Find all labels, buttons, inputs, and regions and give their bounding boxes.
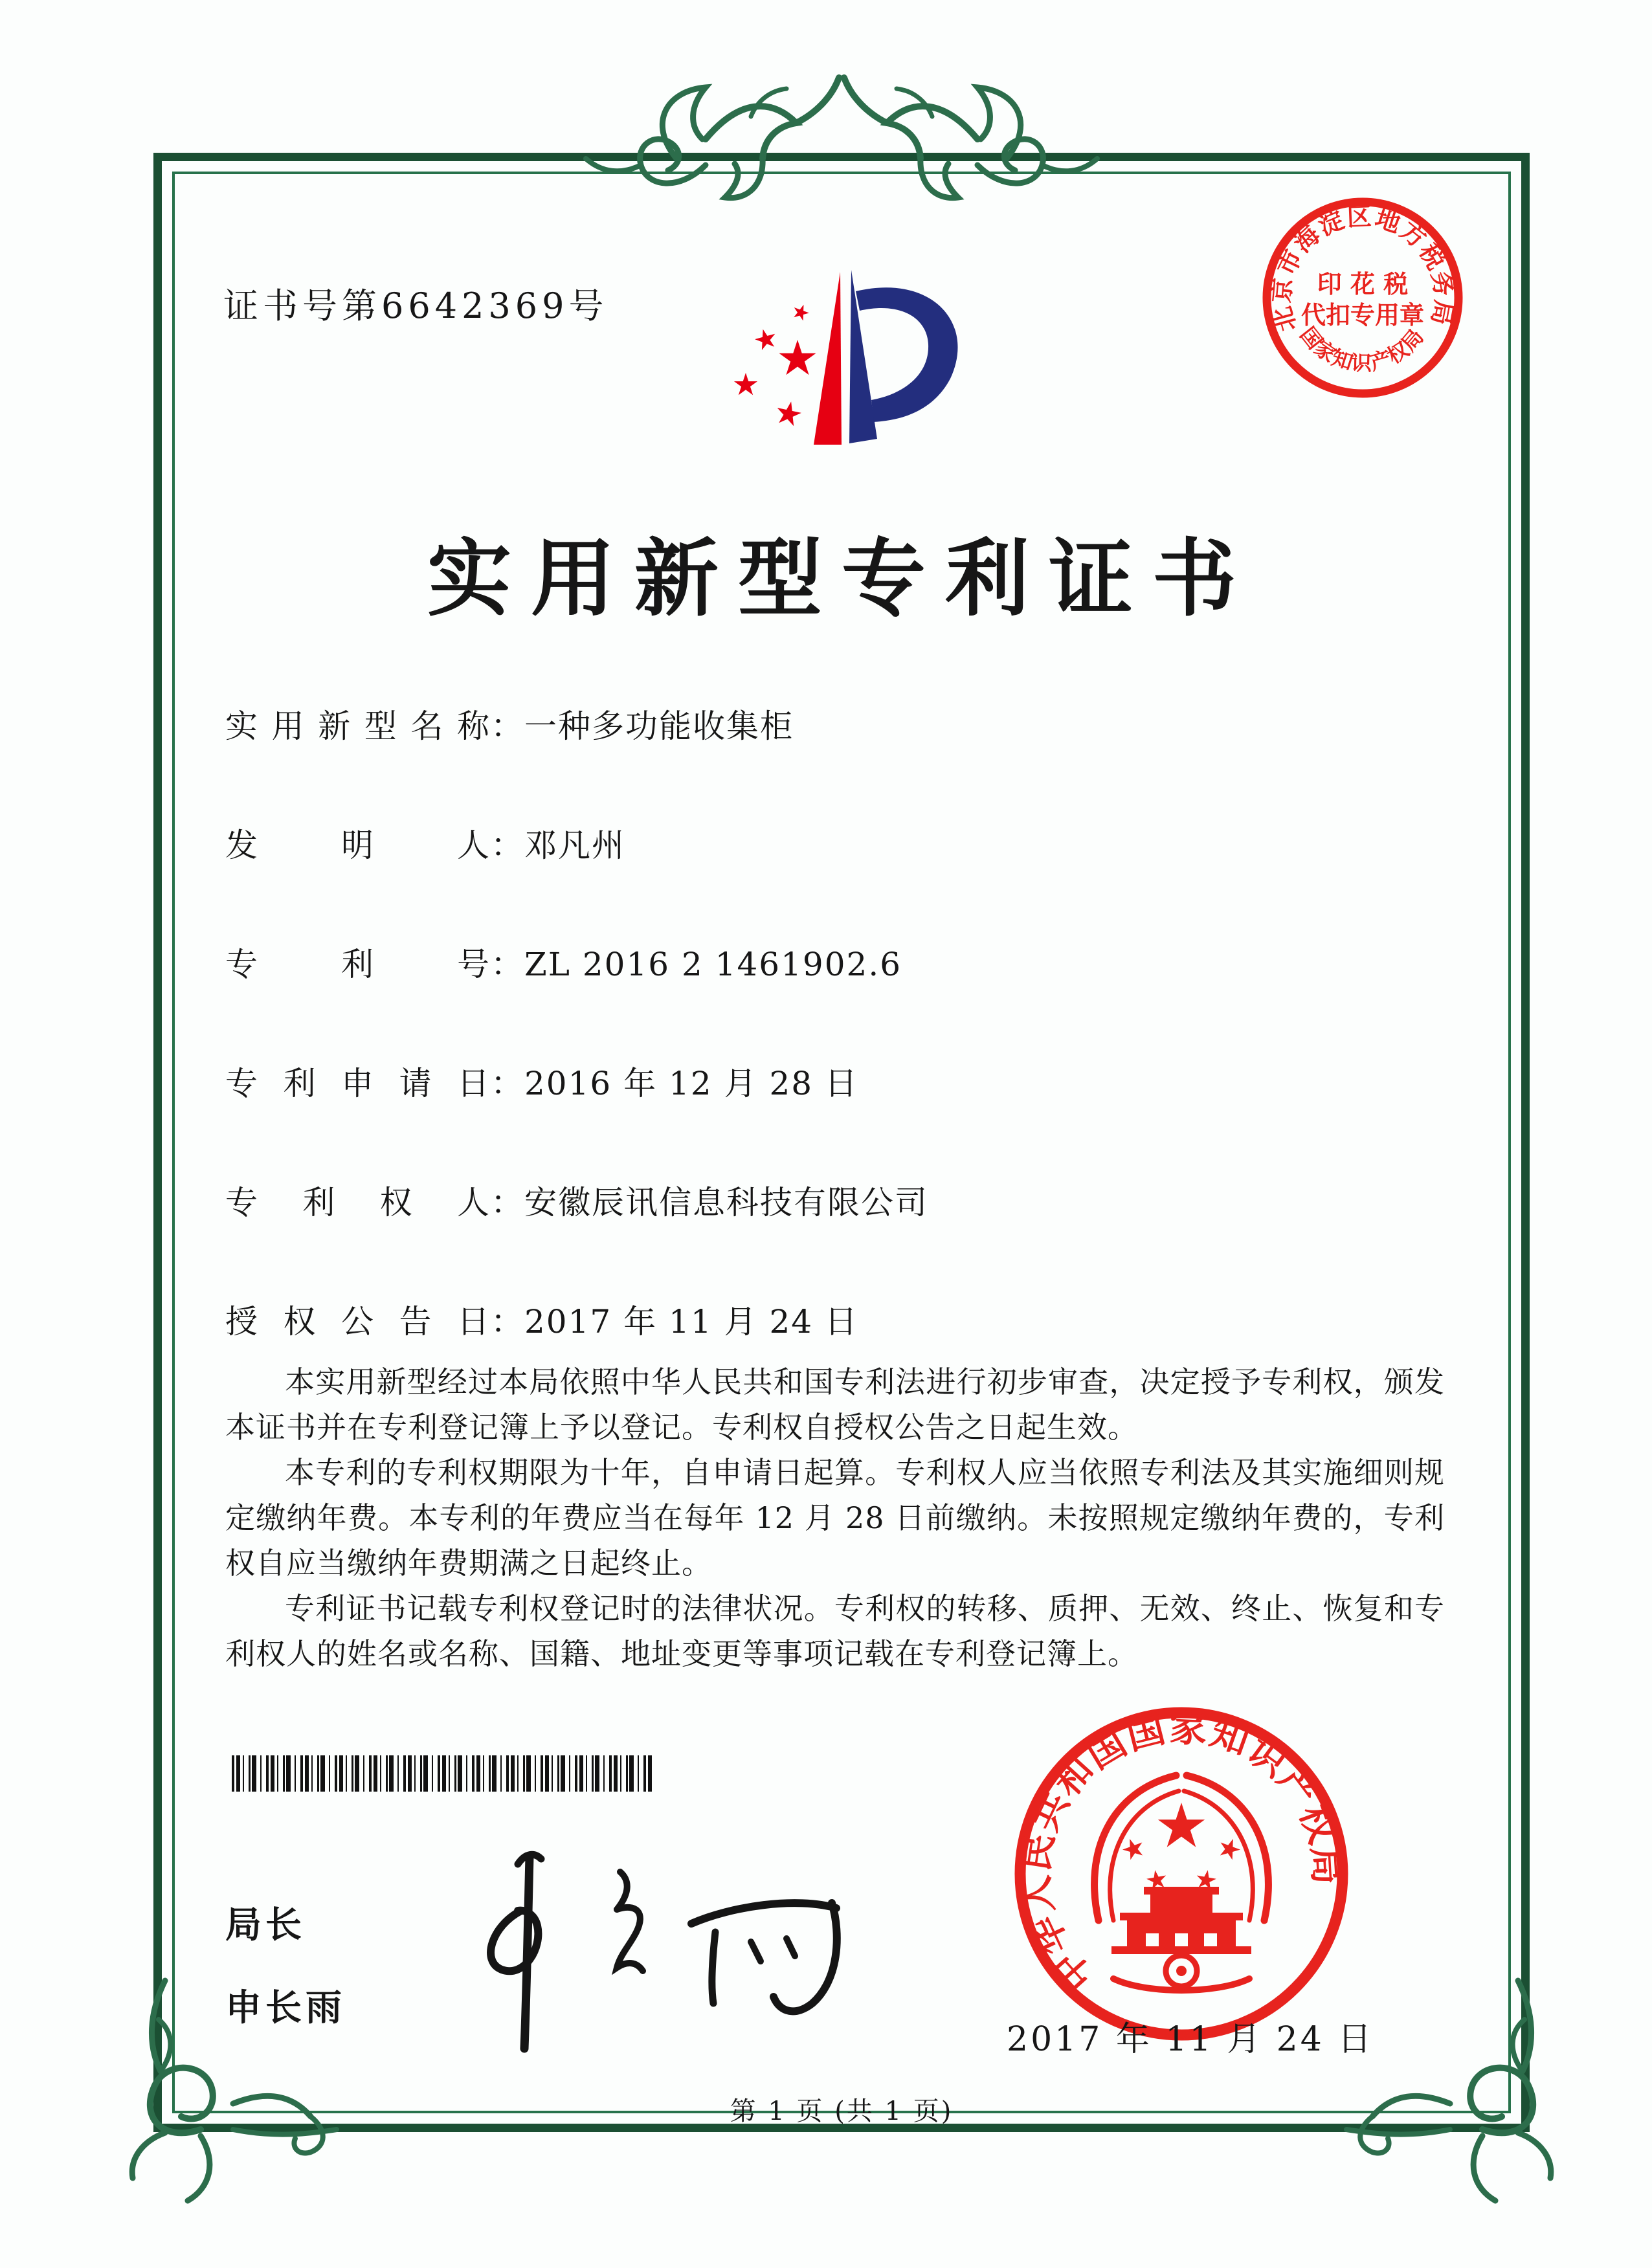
tax-stamp-seal (1259, 194, 1466, 401)
cnipa-logo-icon (686, 246, 997, 492)
director-signature (453, 1838, 874, 2071)
field-colon: ： (491, 1303, 524, 1340)
legal-paragraph: 本实用新型经过本局依照中华人民共和国专利法进行初步审查，决定授予专利权，颁发本证书并在专利登记簿上予以登记。专利权自授权公告之日起生效。 (225, 1364, 1445, 1445)
tax-stamp-top-text: 北京市海淀区地方税务局 (1266, 201, 1460, 335)
field-colon: ： (491, 946, 524, 983)
tax-stamp-center-line2: 代扣专用章 (1300, 300, 1425, 329)
national-emblem-icon (1095, 1775, 1269, 1990)
director-title-label: 局长 (225, 1904, 306, 1946)
field-value: 2016 年 12 月 28 日 (524, 1065, 858, 1102)
tax-stamp-center-line1: 印 花 税 (1317, 269, 1409, 298)
page-number: 第 1 页 (共 1 页) (730, 2096, 954, 2126)
seal-ring-text: 中华人民共和国国家知识产权局 (1012, 1705, 1350, 2000)
field-label: 发明人 (225, 827, 491, 864)
field-label: 专利号 (225, 946, 491, 983)
field-patent-number (225, 939, 902, 985)
field-label: 实用新型名称 (225, 707, 491, 745)
field-value: ZL 2016 2 1461902.6 (524, 946, 902, 983)
field-colon: ： (491, 707, 524, 745)
certificate-title: 实用新型专利证书 (427, 529, 1256, 628)
field-label: 专利申请日 (225, 1065, 491, 1102)
legal-text-block (225, 1359, 1445, 1676)
field-grant-date (225, 1296, 858, 1342)
certificate-number: 证书号第6642369号 (223, 285, 608, 326)
field-label: 授权公告日 (225, 1303, 491, 1340)
field-inventor (225, 819, 625, 866)
field-value: 邓凡州 (524, 827, 625, 864)
svg-text:国家知识产权局 (1295, 322, 1429, 375)
dragon-scroll-ornament-icon (557, 61, 1126, 223)
field-colon: ： (491, 827, 524, 864)
director-name: 申长雨 (225, 1987, 346, 2029)
cnipa-official-seal (1000, 1693, 1363, 2055)
legal-paragraph: 本专利的专利权期限为十年，自申请日起算。专利权人应当依照专利法及其实施细则规定缴纳年费。本专利的年费应当在每年 12 月 28 日前缴纳。未按照规定缴纳年费的，专利权自应当缴纳年费期满之日起终止。 (225, 1455, 1445, 1581)
tax-stamp-bottom-text: 国家知识产权局 (1295, 322, 1429, 376)
field-patentee (225, 1177, 928, 1223)
seal-date: 2017 年 11 月 24 日 (1007, 2020, 1374, 2059)
field-value: 2017 年 11 月 24 日 (524, 1303, 858, 1340)
field-value: 安徽辰讯信息科技有限公司 (524, 1184, 928, 1221)
field-colon: ： (491, 1065, 524, 1102)
legal-paragraph: 专利证书记载专利权登记时的法律状况。专利权的转移、质押、无效、终止、恢复和专利权人的姓名或名称、国籍、地址变更等事项记载在专利登记簿上。 (225, 1591, 1445, 1671)
field-label: 专利权人 (225, 1184, 491, 1221)
field-value: 一种多功能收集柜 (524, 707, 794, 745)
barcode (232, 1755, 653, 1792)
field-utility-model-name (225, 700, 794, 747)
field-filing-date (225, 1058, 858, 1104)
field-colon: ： (491, 1184, 524, 1221)
